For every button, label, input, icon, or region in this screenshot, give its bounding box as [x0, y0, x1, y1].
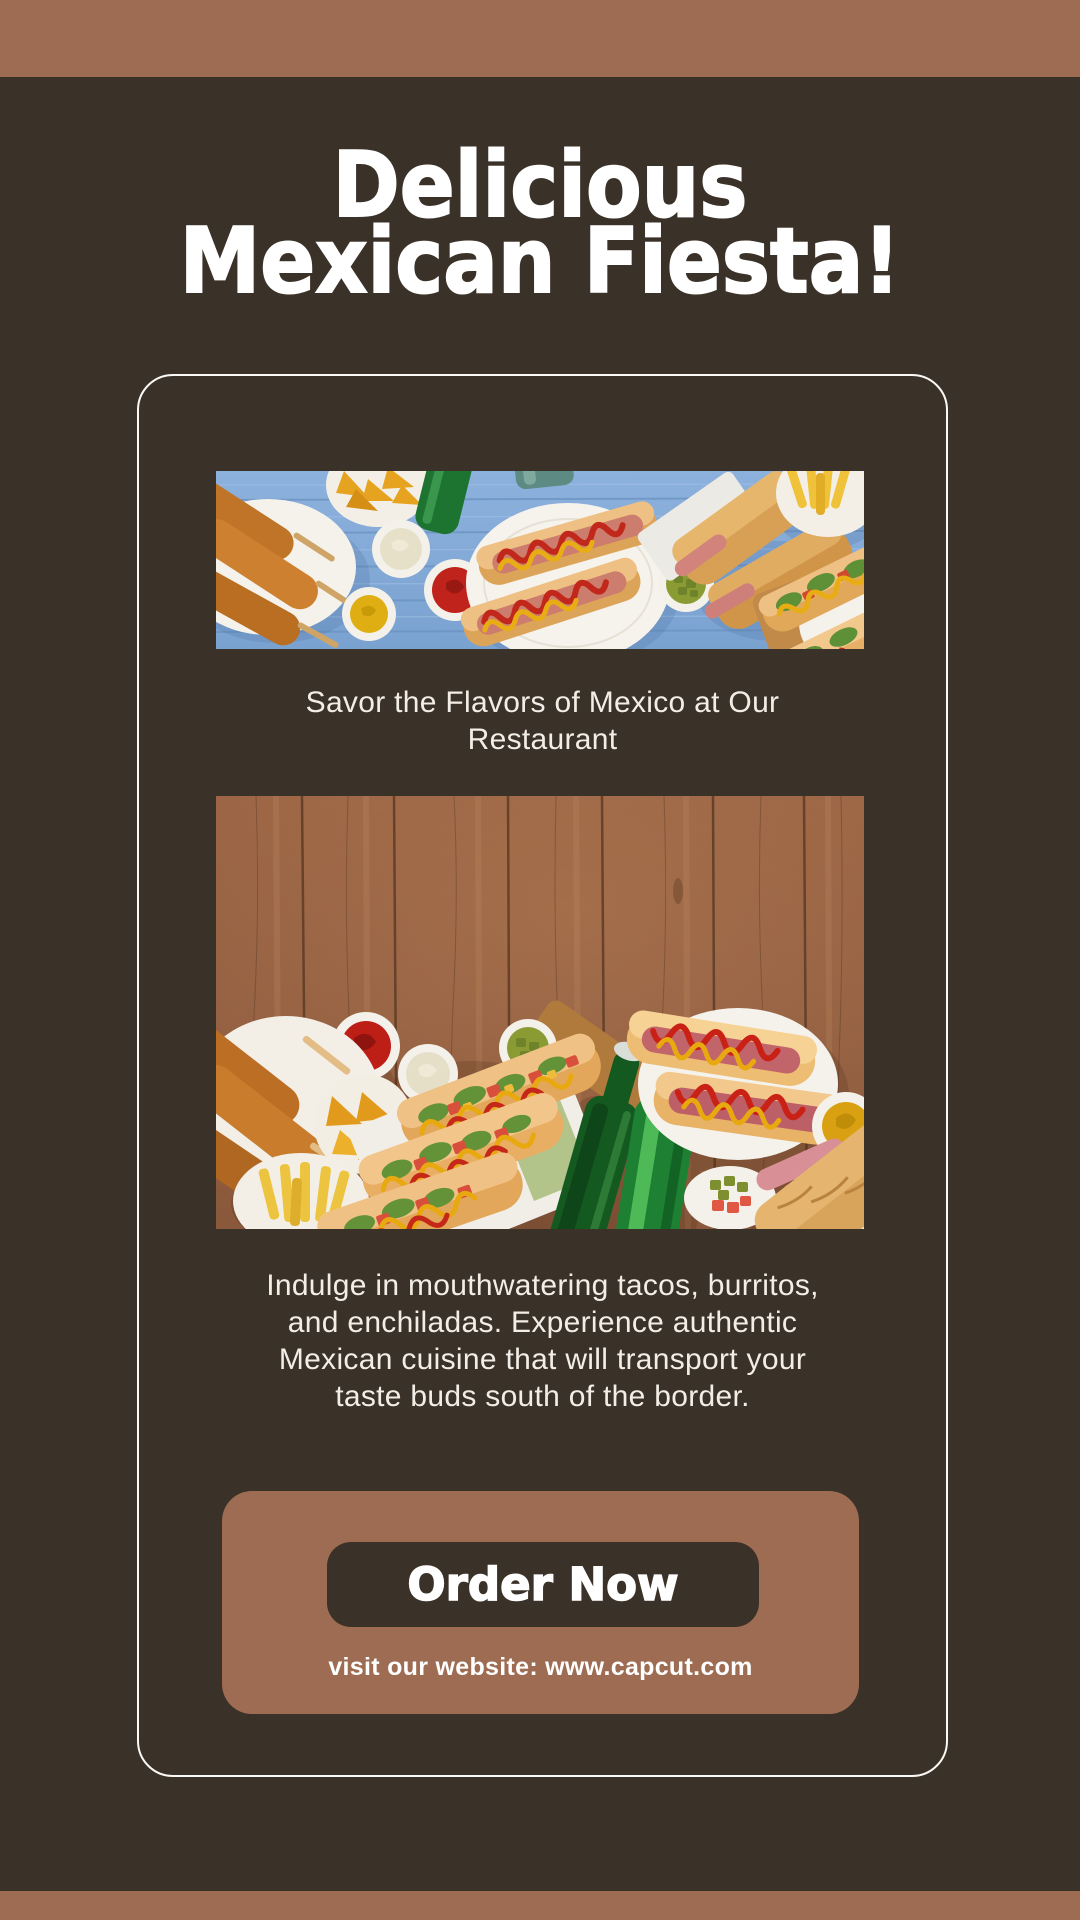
caption-text: [139, 684, 946, 758]
order-now-button[interactable]: [327, 1542, 759, 1627]
page-title: [54, 133, 1026, 314]
body-line: Indulge in mouthwatering tacos, burritos,: [266, 1269, 819, 1302]
page-title-line1: Delicious: [332, 133, 748, 238]
content-frame: [137, 374, 948, 1777]
page-title-line2: Mexican Fiesta!: [179, 209, 901, 314]
body-paragraph: [139, 1267, 946, 1415]
order-now-label: Order Now: [407, 1558, 679, 1611]
website-note: visit our website: www.capcut.com: [328, 1653, 753, 1681]
cta-card: [222, 1491, 859, 1714]
caption-line: Restaurant: [467, 723, 618, 756]
banner-image: [216, 471, 864, 649]
caption-line: Savor the Flavors of Mexico at Our: [305, 686, 780, 719]
body-line: Mexican cuisine that will transport your: [278, 1343, 807, 1376]
main-image: [216, 796, 864, 1229]
body-line: and enchiladas. Experience authentic: [287, 1306, 798, 1339]
bottom-accent-bar: [0, 1891, 1080, 1920]
body-line: taste buds south of the border.: [335, 1380, 750, 1413]
top-accent-bar: [0, 0, 1080, 77]
main-photo-illustration: [216, 796, 864, 1229]
banner-photo-illustration: [216, 471, 864, 649]
